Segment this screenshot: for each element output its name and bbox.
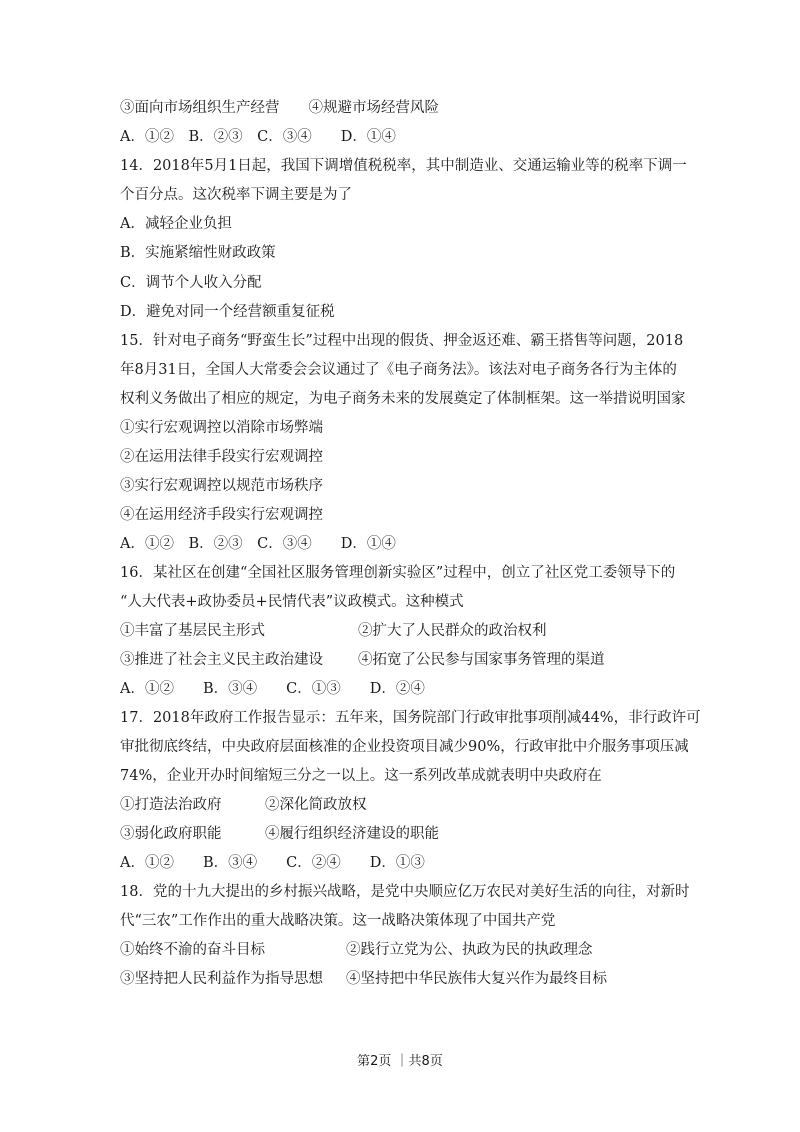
question-16-stem-cont: “人大代表+政协委员+民情代表”议政模式。这种模式: [120, 594, 464, 610]
q14-option-b: B．实施紧缩性财政政策: [120, 245, 276, 261]
question-15-stem-cont2: 权利义务做出了相应的规定，为电子商务未来的发展奠定了体制框架。这一举措说明国家: [120, 391, 686, 407]
question-17-stem-cont: 审批彻底终结，中央政府层面核准的企业投资项目减少90%，行政审批中介服务事项压减: [120, 739, 689, 755]
question-15-stem: 15．针对电子商务“野蛮生长”过程中出现的假货、押金返还难、霸王搭售等问题，2018: [120, 333, 684, 349]
question-16-stem: 16．某社区在创建“全国社区服务管理创新实验区”过程中，创立了社区党工委领导下的: [120, 565, 676, 581]
q16-options-row2: [120, 650, 605, 670]
q17-options-row1: ①打造法治政府 ②深化简政放权: [120, 797, 367, 813]
question-17-stem-cont2: 74%，企业开办时间缩短三分之一以上。这一系列改革成就表明中央政府在: [120, 768, 602, 784]
question-15-stem-cont: 年8月31日，全国人大常委会会议通过了《电子商务法》。该法对电子商务各行为主体的: [120, 362, 677, 378]
question-18-stem-cont: 代“三农”工作作出的重大战略决策。这一战略决策体现了中国共产党: [120, 913, 556, 929]
q15-option-4: ④在运用经济手段实行宏观调控: [120, 507, 323, 523]
q18-options-row1: [120, 940, 593, 960]
q16-options-row1: [120, 621, 547, 641]
q18-option-3: ③坚持把人民利益作为指导思想: [120, 971, 323, 987]
q14-option-c: C．调节个人收入分配: [120, 275, 262, 291]
q15-option-3: ③实行宏观调控以规范市场秩序: [120, 478, 323, 494]
q16-option-2: ②扩大了人民群众的政治权利: [358, 623, 547, 639]
q17-options-row2: ③弱化政府职能 ④履行组织经济建设的职能: [120, 826, 439, 842]
q14-option-a: A．减轻企业负担: [120, 216, 232, 232]
answer-choices: A．①② B．②③ C．③④ D．①④: [120, 129, 396, 145]
q18-option-1: ①始终不渝的奋斗目标: [120, 942, 265, 958]
q15-option-2: ②在运用法律手段实行宏观调控: [120, 449, 323, 465]
question-18-stem: 18．党的十九大提出的乡村振兴战略，是党中央顺应亿万农民对美好生活的向往，对新时: [120, 884, 690, 900]
options-line: ③面向市场组织生产经营 ④规避市场经营风险: [120, 100, 439, 116]
q18-option-4: ④坚持把中华民族伟大复兴作为最终目标: [346, 971, 607, 987]
page-footer: 第2页 ｜共8页: [357, 1054, 443, 1069]
q15-answer-choices: A．①② B．②③ C．③④ D．①④: [120, 536, 396, 552]
q15-option-1: ①实行宏观调控以消除市场弊端: [120, 420, 323, 436]
q16-option-4: ④拓宽了公民参与国家事务管理的渠道: [358, 652, 605, 668]
q18-options-row2: [120, 969, 607, 989]
q17-answer-choices: A．①② B．③④ C．②④ D．①③: [120, 855, 425, 871]
question-17-stem: 17．2018年政府工作报告显示：五年来，国务院部门行政审批事项削减44%，非行政许可: [120, 710, 701, 726]
question-14-stem: 14．2018年5月1日起，我国下调增值税税率，其中制造业、交通运输业等的税率下调一: [120, 158, 687, 174]
q14-option-d: D．避免对同一个经营额重复征税: [120, 304, 335, 320]
q18-option-2: ②践行立党为公、执政为民的执政理念: [346, 942, 593, 958]
q16-option-3: ③推进了社会主义民主政治建设: [120, 652, 323, 668]
q16-answer-choices: A．①② B．③④ C．①③ D．②④: [120, 681, 425, 697]
q16-option-1: ①丰富了基层民主形式: [120, 623, 265, 639]
question-14-stem-cont: 个百分点。这次税率下调主要是为了: [120, 187, 352, 203]
